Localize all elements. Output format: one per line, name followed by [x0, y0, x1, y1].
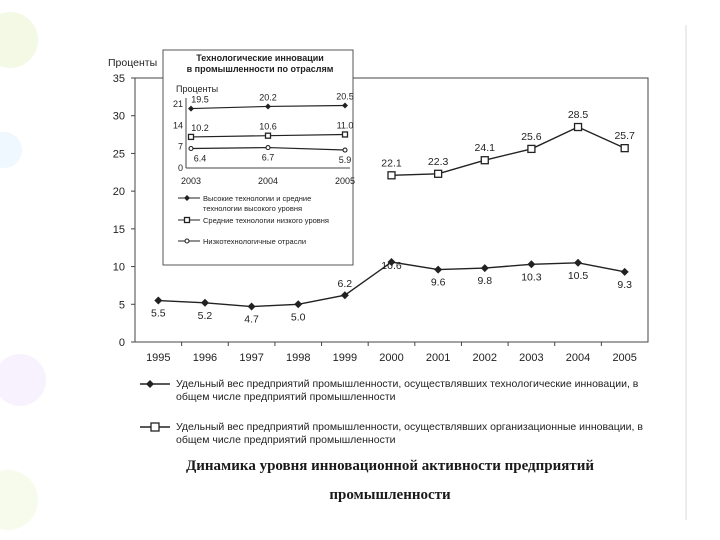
data-point-technological-2003 — [527, 260, 535, 268]
inset-label-high-tech-2004: 20.2 — [259, 92, 277, 103]
y-tick-label-20: 20 — [112, 186, 125, 199]
inset-x-tick-2003: 2003 — [180, 176, 202, 186]
y-tick-label-25: 25 — [112, 148, 125, 161]
x-tick-label-2005: 2005 — [612, 352, 637, 364]
inset-point-medium-low-tech-2004 — [266, 133, 271, 138]
y-tick-label-35: 35 — [112, 73, 125, 85]
data-point-organizational-2002 — [481, 157, 488, 164]
data-point-technological-2004 — [574, 259, 582, 267]
inset-x-tick-2005: 2005 — [334, 176, 356, 186]
x-tick-label-1999: 1999 — [332, 352, 358, 364]
legend-label-organizational: Удельный вес предприятий промышленности, осуществлявших организационные инновации, в общем числе предприятий промышленности — [176, 421, 643, 446]
y-tick-label-5: 5 — [118, 299, 125, 312]
inset-point-low-tech-2004 — [266, 146, 270, 150]
inset-title-line-1: Технологические инновации — [196, 53, 324, 63]
inset-y-tick-0: 0 — [177, 163, 183, 173]
data-point-organizational-2000 — [388, 172, 395, 179]
data-label-technological-2005: 9.3 — [617, 278, 632, 291]
legend-marker-diamond — [138, 379, 172, 389]
inset-label-medium-low-tech-2005: 11.0 — [336, 120, 354, 131]
inset-label-low-tech-2004: 6.7 — [261, 152, 275, 163]
inset-legend-marker-medium-low-tech — [185, 218, 190, 223]
legend-label-technological: Удельный вес предприятий промышленности, осуществлявших технологические инновации, в общем числе предприятий промышленности — [176, 378, 639, 403]
x-tick-label-2004: 2004 — [565, 352, 591, 364]
caption-line-2: промышленности — [329, 487, 451, 503]
inset-title-line-2: в промышленности по отраслям — [186, 64, 334, 74]
y-tick-label-10: 10 — [112, 261, 125, 274]
x-tick-label-1996: 1996 — [192, 352, 218, 364]
data-label-technological-2002: 9.8 — [477, 275, 493, 288]
data-point-technological-1995 — [154, 297, 162, 305]
data-label-technological-1998: 5.0 — [290, 311, 306, 324]
data-label-organizational-2004: 28.5 — [567, 109, 589, 122]
data-point-technological-2005 — [621, 268, 629, 276]
inset-label-low-tech-2005: 5.9 — [338, 155, 352, 166]
data-label-technological-2000: 10.6 — [381, 260, 402, 273]
inset-label-medium-low-tech-2003: 10.2 — [191, 122, 209, 133]
y-tick-label-30: 30 — [112, 110, 125, 123]
data-point-technological-2002 — [481, 264, 489, 272]
data-point-technological-2001 — [434, 266, 442, 274]
inset-legend-marker-low-tech — [185, 239, 189, 243]
inset-legend-label-high-tech-1: Высокие технологии и средние — [203, 194, 312, 203]
inset-point-low-tech-2003 — [189, 146, 193, 150]
data-point-organizational-2003 — [528, 145, 535, 152]
x-tick-label-1998: 1998 — [285, 352, 311, 364]
data-label-technological-1999: 6.2 — [337, 278, 353, 291]
inset-label-low-tech-2003: 6.4 — [193, 153, 207, 164]
data-point-organizational-2004 — [575, 124, 582, 131]
y-axis-label: Проценты — [108, 57, 158, 69]
data-label-technological-2003: 10.3 — [521, 271, 542, 284]
caption-line-1: Динамика уровня инновационной активности предприятий — [185, 458, 595, 474]
data-label-organizational-2003: 25.6 — [521, 130, 542, 143]
data-label-technological-2001: 9.6 — [430, 276, 446, 289]
inset-legend-label-high-tech-2: технологии высокого уровня — [203, 204, 303, 213]
x-tick-label-2003: 2003 — [519, 352, 544, 364]
inset-label-high-tech-2005: 20.5 — [336, 91, 354, 102]
x-tick-label-1997: 1997 — [239, 352, 264, 364]
data-label-organizational-2005: 25.7 — [614, 130, 635, 143]
inset-point-medium-low-tech-2003 — [189, 134, 194, 139]
data-label-technological-1996: 5.2 — [197, 309, 213, 322]
series-line-organizational — [392, 127, 625, 175]
inset-x-tick-2004: 2004 — [257, 176, 279, 186]
data-label-technological-1995: 5.5 — [151, 307, 166, 320]
inset-frame — [163, 50, 356, 265]
data-point-technological-1997 — [248, 303, 256, 311]
y-tick-label-15: 15 — [112, 223, 125, 236]
inset-point-low-tech-2005 — [343, 148, 347, 152]
inset-label-medium-low-tech-2004: 10.6 — [259, 121, 277, 132]
y-tick-label-0: 0 — [118, 337, 125, 349]
inset-legend-label-medium-low-tech: Средние технологии низкого уровня — [203, 216, 329, 225]
inset-point-medium-low-tech-2005 — [343, 132, 348, 137]
inset-label-high-tech-2003: 19.5 — [191, 94, 209, 105]
data-point-technological-1996 — [201, 299, 209, 307]
data-label-organizational-2000: 22.1 — [381, 157, 402, 170]
data-label-organizational-2001: 22.3 — [427, 155, 449, 168]
legend-marker-square — [138, 422, 172, 432]
inset-y-tick-21: 21 — [172, 99, 183, 109]
inset-legend-label-low-tech: Низкотехнологичные отрасли — [203, 237, 307, 246]
x-tick-label-2001: 2001 — [425, 352, 451, 364]
inset-y-tick-7: 7 — [177, 141, 183, 152]
inset-y-axis-label: Проценты — [176, 84, 219, 94]
data-label-technological-2004: 10.5 — [567, 269, 589, 282]
x-tick-label-2000: 2000 — [379, 352, 404, 364]
data-point-organizational-2005 — [621, 145, 628, 152]
data-point-organizational-2001 — [435, 170, 442, 177]
data-label-organizational-2002: 24.1 — [474, 142, 495, 155]
data-label-technological-1997: 4.7 — [244, 313, 259, 326]
x-tick-label-1995: 1995 — [146, 352, 171, 364]
x-tick-label-2002: 2002 — [472, 352, 498, 364]
inset-y-tick-14: 14 — [172, 120, 183, 131]
data-point-technological-1998 — [294, 300, 302, 308]
